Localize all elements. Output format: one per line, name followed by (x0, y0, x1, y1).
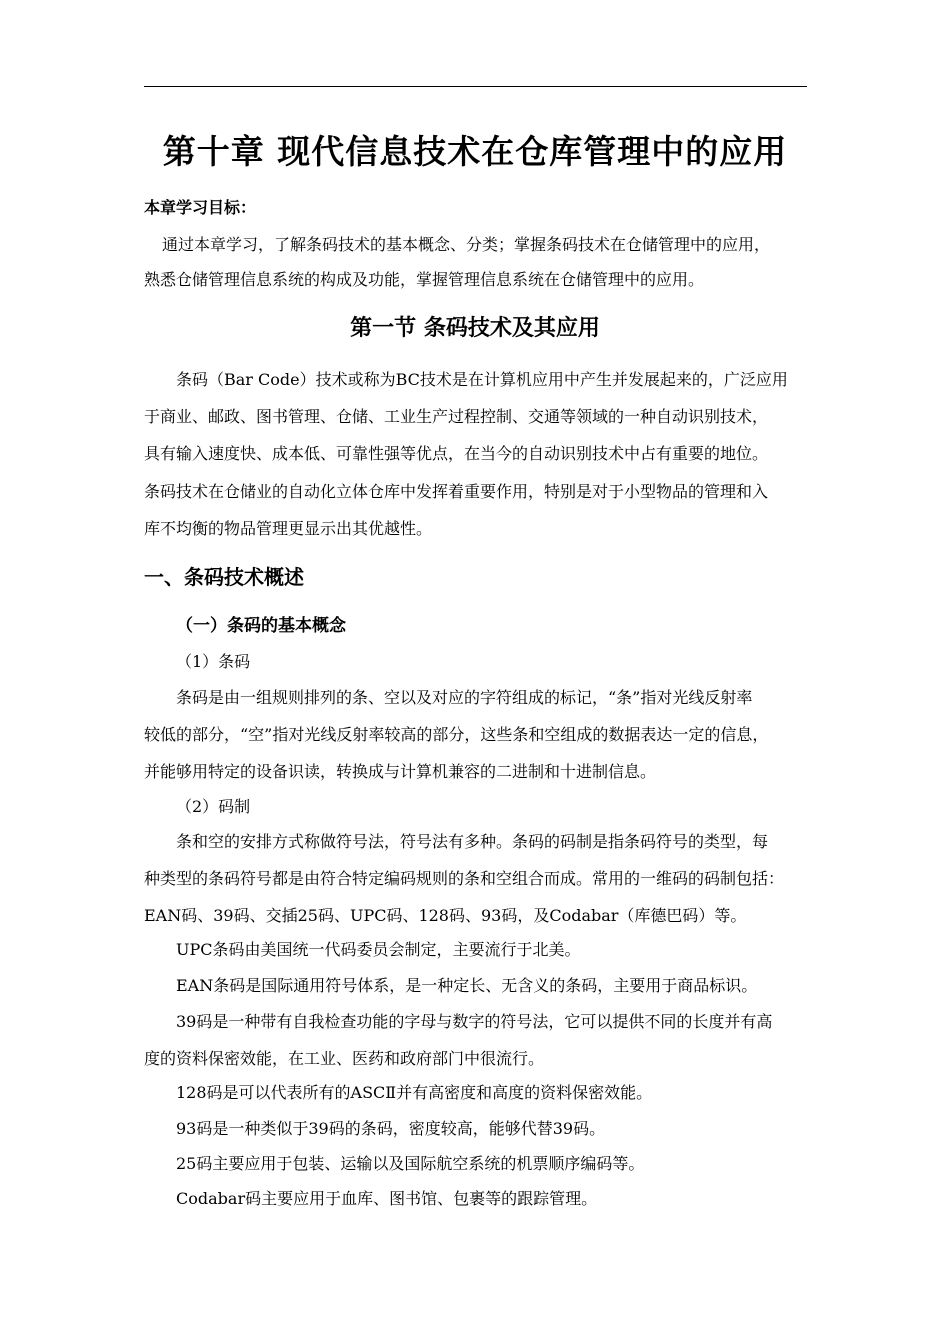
intro-line: 条码（Bar Code）技术或称为BC技术是在计算机应用中产生并发展起来的，广泛应用 (176, 370, 788, 389)
objectives-label: 本章学习目标： (144, 198, 257, 217)
intro-line: 于商业、邮政、图书管理、仓储、工业生产过程控制、交通等领域的一种自动识别技术， (144, 407, 769, 426)
intro-line: 库不均衡的物品管理更显示出其优越性。 (144, 519, 433, 538)
section-title: 第一节 条码技术及其应用 (350, 316, 600, 341)
item-1-line: 并能够用特定的设备识读，转换成与计算机兼容的二进制和十进制信息。 (144, 762, 657, 781)
item-2-line: 条和空的安排方式称做符号法，符号法有多种。条码的码制是指条码符号的类型，每 (176, 832, 769, 851)
header-rule (144, 86, 807, 87)
heading-2: （一）条码的基本概念 (176, 616, 346, 636)
item-1-line: 较低的部分，“空”指对光线反射率较高的部分，这些条和空组成的数据表达一定的信息， (144, 725, 769, 744)
intro-line: 条码技术在仓储业的自动化立体仓库中发挥着重要作用，特别是对于小型物品的管理和入 (144, 482, 769, 501)
objectives-line: 通过本章学习，了解条码技术的基本概念、分类；掌握条码技术在仓储管理中的应用， (162, 235, 771, 254)
item-1-label: （1）条码 (176, 652, 251, 671)
code93-description: 93码是一种类似于39码的条码，密度较高，能够代替39码。 (176, 1119, 606, 1138)
code39-line: 39码是一种带有自我检查功能的字母与数字的符号法，它可以提供不同的长度并有高 (176, 1012, 773, 1031)
intro-line: 具有输入速度快、成本低、可靠性强等优点，在当今的自动识别技术中占有重要的地位。 (144, 444, 769, 463)
codabar-description: Codabar码主要应用于血库、图书馆、包裹等的跟踪管理。 (176, 1189, 598, 1208)
item-2-line: EAN码、39码、交插25码、UPC码、128码、93码，及Codabar（库德巴码）等。 (144, 906, 747, 925)
chapter-title: 第十章 现代信息技术在仓库管理中的应用 (162, 132, 788, 171)
item-2-label: （2）码制 (176, 797, 251, 816)
code128-description: 128码是可以代表所有的ASCⅡ并有高密度和高度的资料保密效能。 (176, 1083, 653, 1102)
upc-description: UPC条码由美国统一代码委员会制定，主要流行于北美。 (176, 940, 581, 959)
item-2-line: 种类型的条码符号都是由符合特定编码规则的条和空组合而成。常用的一维码的码制包括： (144, 869, 785, 888)
item-1-line: 条码是由一组规则排列的条、空以及对应的字符组成的标记，“条”指对光线反射率 (176, 688, 753, 707)
code25-description: 25码主要应用于包装、运输以及国际航空系统的机票顺序编码等。 (176, 1154, 645, 1173)
code39-line: 度的资料保密效能，在工业、医药和政府部门中很流行。 (144, 1049, 545, 1068)
objectives-line: 熟悉仓储管理信息系统的构成及功能，掌握管理信息系统在仓储管理中的应用。 (144, 270, 705, 289)
heading-1: 一、条码技术概述 (144, 565, 304, 589)
ean-description: EAN条码是国际通用符号体系，是一种定长、无含义的条码，主要用于商品标识。 (176, 976, 758, 995)
